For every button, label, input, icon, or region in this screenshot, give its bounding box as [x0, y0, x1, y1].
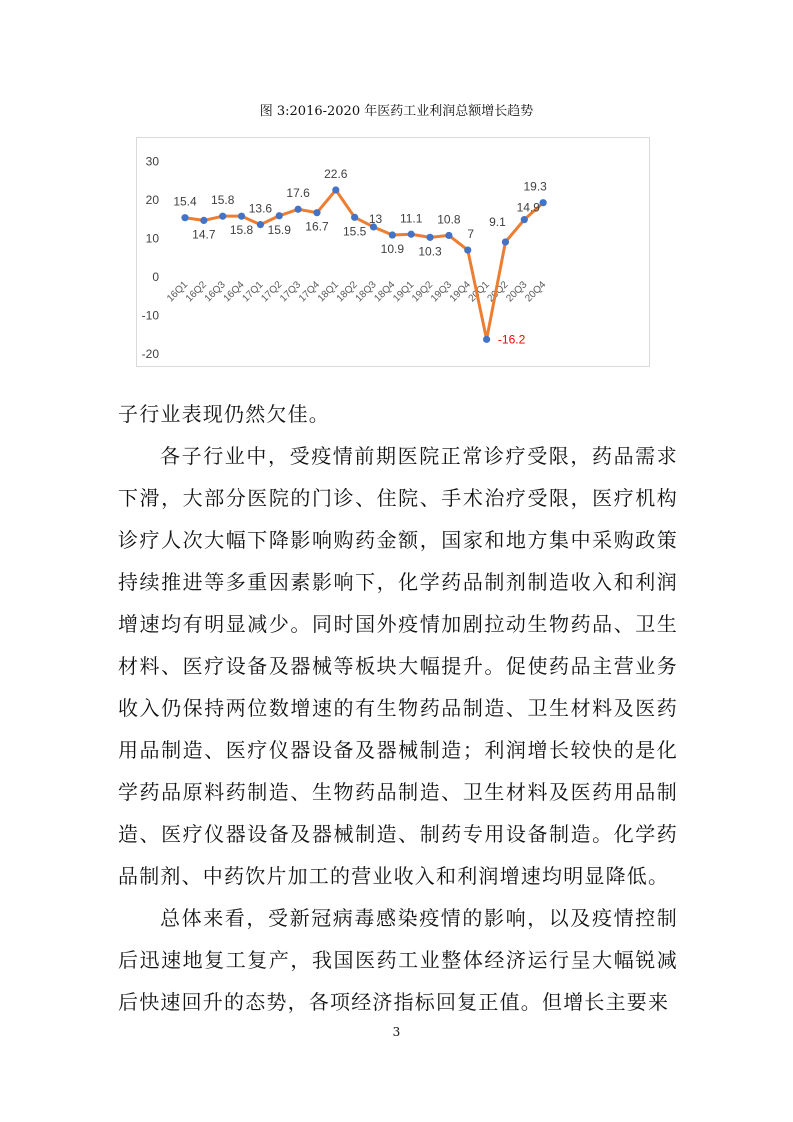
- data-label: 7: [467, 227, 475, 242]
- x-tick-label: 19Q2: [410, 279, 436, 305]
- x-tick-label: 20Q4: [523, 279, 549, 305]
- x-tick-label: 16Q3: [202, 279, 228, 305]
- data-label: 14.7: [192, 227, 216, 242]
- data-point: [295, 206, 302, 213]
- profit-growth-chart: [136, 137, 650, 367]
- data-point: [351, 214, 358, 221]
- chart-canvas: [137, 138, 651, 368]
- data-point: [426, 234, 433, 241]
- data-label: 15.8: [229, 223, 254, 238]
- x-tick-label: 18Q3: [353, 279, 379, 305]
- x-tick-label: 16Q4: [221, 279, 247, 305]
- x-tick-label: 20Q1: [466, 279, 492, 305]
- y-tick-label: -10: [141, 308, 159, 323]
- data-point: [502, 238, 509, 245]
- x-tick-label: 16Q2: [183, 279, 209, 305]
- data-label: -16.2: [497, 332, 526, 347]
- data-label: 10.9: [380, 242, 405, 257]
- series-line: [185, 190, 543, 339]
- x-tick-label: 18Q2: [334, 279, 360, 305]
- data-label: 15.4: [173, 194, 197, 209]
- data-point: [332, 186, 339, 193]
- x-tick-label: 19Q3: [428, 279, 455, 305]
- data-label: 10.8: [437, 212, 461, 227]
- x-tick-label: 17Q3: [278, 279, 304, 305]
- x-tick-label: 17Q1: [240, 279, 266, 305]
- y-tick-label: 10: [145, 231, 159, 246]
- data-point: [219, 213, 226, 220]
- data-point: [276, 212, 283, 219]
- data-label: 16.7: [305, 219, 329, 234]
- x-tick-label: 16Q1: [165, 279, 191, 305]
- data-point: [389, 231, 396, 238]
- data-point: [521, 216, 528, 223]
- x-tick-label: 19Q4: [447, 279, 473, 305]
- data-point: [483, 336, 490, 343]
- x-tick-label: 19Q1: [391, 279, 417, 305]
- figure-caption: 图 3:2016-2020 年医药工业利润总额增长趋势: [259, 104, 534, 119]
- data-label: 15.9: [267, 222, 291, 237]
- data-point: [408, 231, 415, 238]
- x-tick-label: 18Q4: [372, 279, 398, 305]
- x-tick-label: 20Q3: [504, 279, 530, 305]
- data-point: [464, 246, 471, 253]
- data-label: 14.9: [516, 200, 540, 215]
- data-point: [540, 199, 547, 206]
- paragraph-2: 各子行业中，受疫情前期医院正常诊疗受限，药品需求下滑，大部分医院的门诊、住院、手术治疗受限，医疗机构诊疗人次大幅下降影响购药金额，国家和地方集中采购政策持续推进等多重因素影响下，化学药品制剂制造收入和利润增速均有明显减少。同时国外疫情加剧拉动生物药品、卫生材料、医疗设备及器械等板块大幅提升。促使药品主营业务收入仍保持两位数增速的有生物药品制造、卫生材料及医药用品制造、医疗仪器设备及器械制造；利润增长较快的是化学药品原料药制造、生物药品制造、卫生材料及医药用品制造、医疗仪器设备及器械制造、制药专用设备制造。化学药品制剂、中药饮片加工的营业收入和利润增速均明显降低。: [118, 444, 678, 888]
- data-label: 10.3: [418, 244, 442, 259]
- data-point: [238, 213, 245, 220]
- data-label: 9.1: [489, 214, 506, 229]
- x-tick-label: 18Q1: [315, 279, 341, 305]
- data-point: [313, 209, 320, 216]
- data-point: [445, 232, 452, 239]
- data-label: 15.5: [342, 224, 367, 239]
- data-point: [257, 221, 264, 228]
- x-tick-label: 17Q4: [296, 279, 323, 305]
- data-label: 17.6: [286, 186, 310, 201]
- y-tick-label: -20: [141, 347, 159, 361]
- page-number: 3: [392, 1025, 401, 1039]
- data-point: [181, 214, 188, 221]
- data-label: 13.6: [248, 201, 273, 216]
- data-label: 22.6: [324, 166, 348, 181]
- x-tick-label: 17Q2: [259, 279, 285, 305]
- y-tick-label: 30: [145, 154, 159, 169]
- y-tick-label: 20: [145, 193, 159, 207]
- x-tick-label: 20Q2: [485, 279, 511, 305]
- data-label: 13: [368, 211, 383, 226]
- paragraph-1: 子行业表现仍然欠佳。: [118, 402, 330, 426]
- y-tick-label: 0: [152, 270, 159, 284]
- data-point: [200, 217, 207, 224]
- data-label: 15.8: [211, 193, 235, 208]
- data-label: 19.3: [523, 179, 547, 194]
- data-label: 11.1: [399, 211, 423, 226]
- paragraph-3: 总体来看，受新冠病毒感染疫情的影响，以及疫情控制后迅速地复工复产，我国医药工业整体经济运行呈大幅锐减后快速回升的态势，各项经济指标回复正值。但增长主要来: [118, 906, 678, 1014]
